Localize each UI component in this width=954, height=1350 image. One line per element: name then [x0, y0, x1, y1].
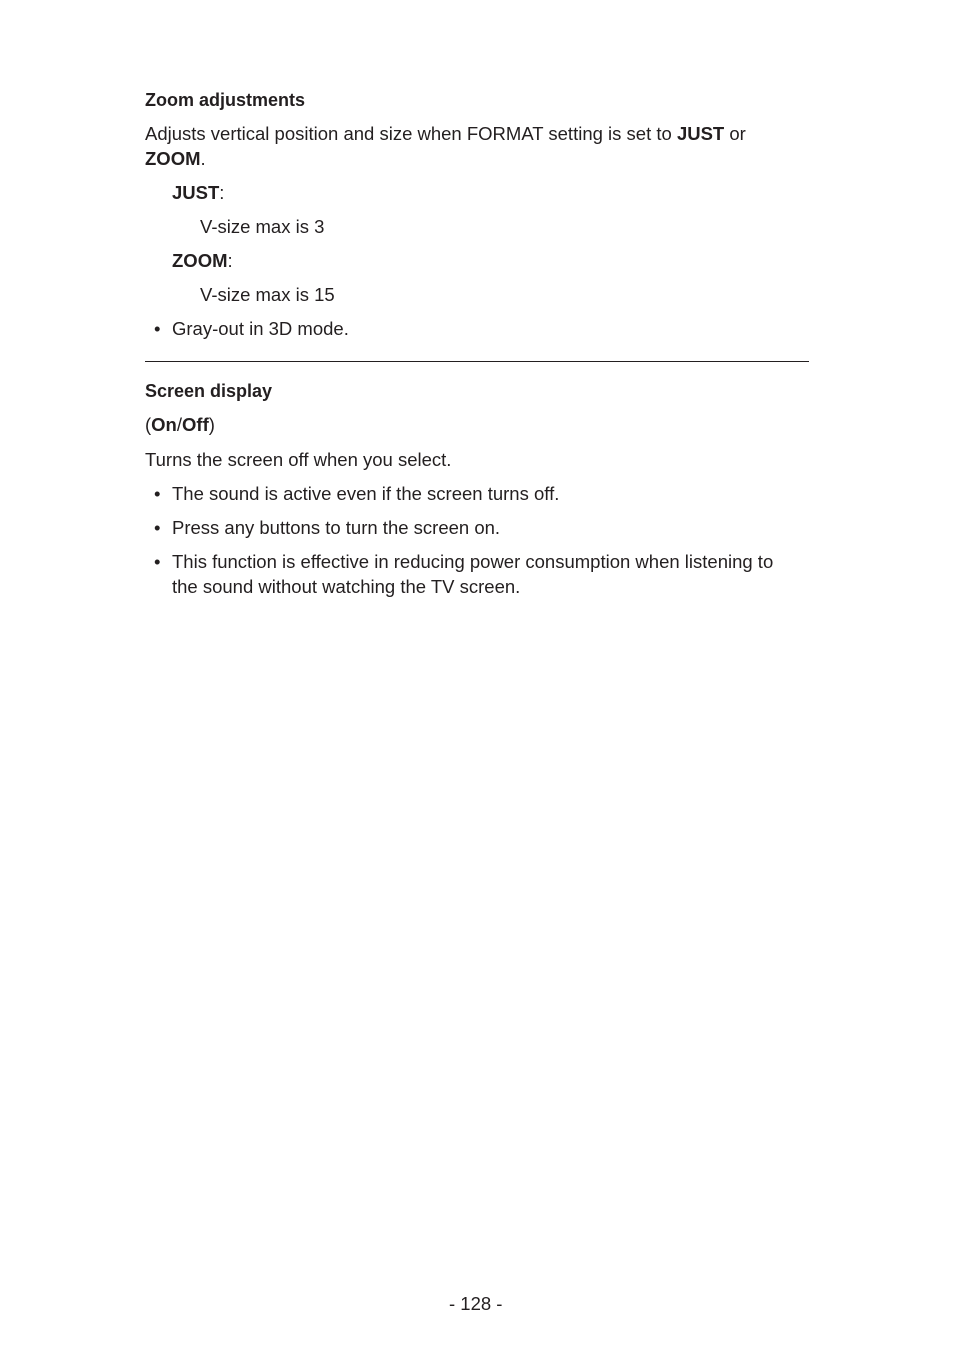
screen-description: Turns the screen off when you select. — [145, 449, 452, 470]
option-off: Off — [182, 414, 209, 435]
bold-term: ZOOM — [172, 250, 228, 271]
bullet: • — [154, 318, 161, 339]
text: ( — [145, 414, 152, 435]
bullet: • — [154, 551, 161, 572]
options — [145, 413, 215, 437]
list-item-cont: the sound without watching the TV screen. — [172, 576, 521, 597]
bullet: • — [154, 483, 161, 504]
page-number: - 128 - — [449, 1293, 503, 1314]
text: . — [200, 148, 206, 169]
section-divider — [145, 361, 809, 362]
zoom-description-cont — [145, 147, 206, 171]
list-item: This function is effective in reducing power consumption when listening to — [172, 551, 774, 572]
bold-term: JUST — [172, 182, 220, 203]
bold-term: ZOOM — [145, 148, 201, 169]
section-title-zoom-adjustments: Zoom adjustments — [145, 90, 306, 110]
text: : — [219, 182, 225, 203]
text: / — [176, 414, 183, 435]
just-label — [172, 181, 224, 205]
text: or — [724, 123, 746, 144]
list-item: Press any buttons to turn the screen on. — [172, 517, 501, 538]
option-on: On — [151, 414, 177, 435]
zoom-value: V-size max is 15 — [200, 284, 335, 305]
section-title-screen-display: Screen display — [145, 381, 273, 401]
bold-term: JUST — [676, 123, 725, 144]
text: Adjusts vertical position and size when FORMAT setting is set to — [145, 123, 677, 144]
zoom-label — [172, 249, 233, 273]
zoom-description — [145, 122, 746, 146]
bullet: • — [154, 517, 161, 538]
just-value: V-size max is 3 — [200, 216, 325, 237]
list-item: The sound is active even if the screen turns off. — [172, 483, 560, 504]
list-item: Gray-out in 3D mode. — [172, 318, 349, 339]
text: : — [227, 250, 233, 271]
text: ) — [208, 414, 215, 435]
